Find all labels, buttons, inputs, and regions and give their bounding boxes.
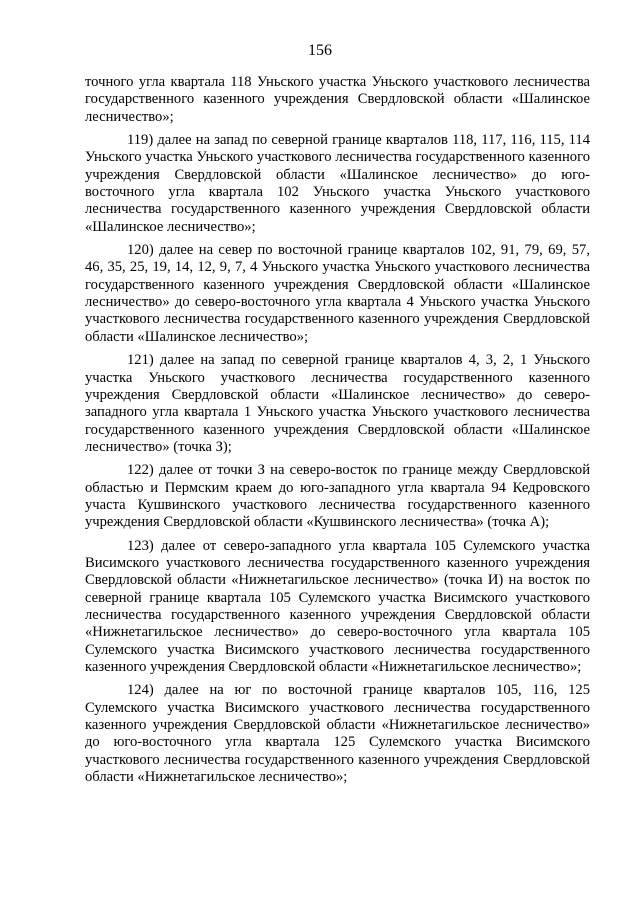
paragraph-continuation: точного угла квартала 118 Уньского участка Уньского участкового лесничества государственного казенного учреждения Свердловской области «Шалинское лесничество»; [85,74,590,125]
page-number: 156 [308,42,332,59]
paragraph-item-120: 120) далее на север по восточной границе кварталов 102, 91, 79, 69, 57, 46, 35, 25, 19, 14, 12, 9, 7, 4 Уньского участка Уньского участкового лесничества государственного казенного учреждения Свердловской области «Шалинское лесничество» до северо-восточного угла квартала 4 Уньского участка Уньского участкового лесничества государственного казенного учреждения Свердловской области «Шалинское лесничество»; [85,242,590,345]
paragraph-item-121: 121) далее на запад по северной границе кварталов 4, 3, 2, 1 Уньского участка Уньского участкового лесничества государственного казенного учреждения Свердловской области «Шалинское лесничество» до северо-западного угла квартала 1 Уньского участка Уньского участкового лесничества государственного казенного учреждения Свердловской области «Шалинское лесничество» (точка З); [85,352,590,455]
paragraph-item-124: 124) далее на юг по восточной границе кварталов 105, 116, 125 Сулемского участка Висимского участкового лесничества государственного казенного учреждения Свердловской области «Нижнетагильское лесничество» до юго-восточного угла квартала 125 Сулемского участка Висимского участкового лесничества государственного казенного учреждения Свердловской области «Нижнетагильское лесничество»; [85,682,590,786]
document-body [85,74,590,792]
paragraph-item-122: 122) далее от точки З на северо-восток по границе между Свердловской областью и Пермским краем до юго-западного угла квартала 94 Кедровского участа Кушвинского участкового лесничества государственного казенного учреждения Свердловской области «Кушвинского лесничества» (точка А); [85,462,590,531]
paragraph-item-119: 119) далее на запад по северной границе кварталов 118, 117, 116, 115, 114 Уньского участка Уньского участкового лесничества государственного казенного учреждения Свердловской области «Шалинское лесничество» до юго-восточного угла квартала 102 Уньского участка Уньского участкового лесничества государственного казенного учреждения Свердловской области «Шалинское лесничество»; [85,132,590,235]
paragraph-item-123: 123) далее от северо-западного угла квартала 105 Сулемского участка Висимского участкового лесничества государственного казенного учреждения Свердловской области «Нижнетагильское лесничество» (точка И) на восток по северной границе квартала 105 Сулемского участка Висимского участкового лесничества государственного казенного учреждения Свердловской области «Нижнетагильское лесничество» до северо-восточного угла квартала 105 Сулемского участка Висимского участкового лесничества государственного казенного учреждения Свердловской области «Нижнетагильское лесничество»; [85,537,590,675]
